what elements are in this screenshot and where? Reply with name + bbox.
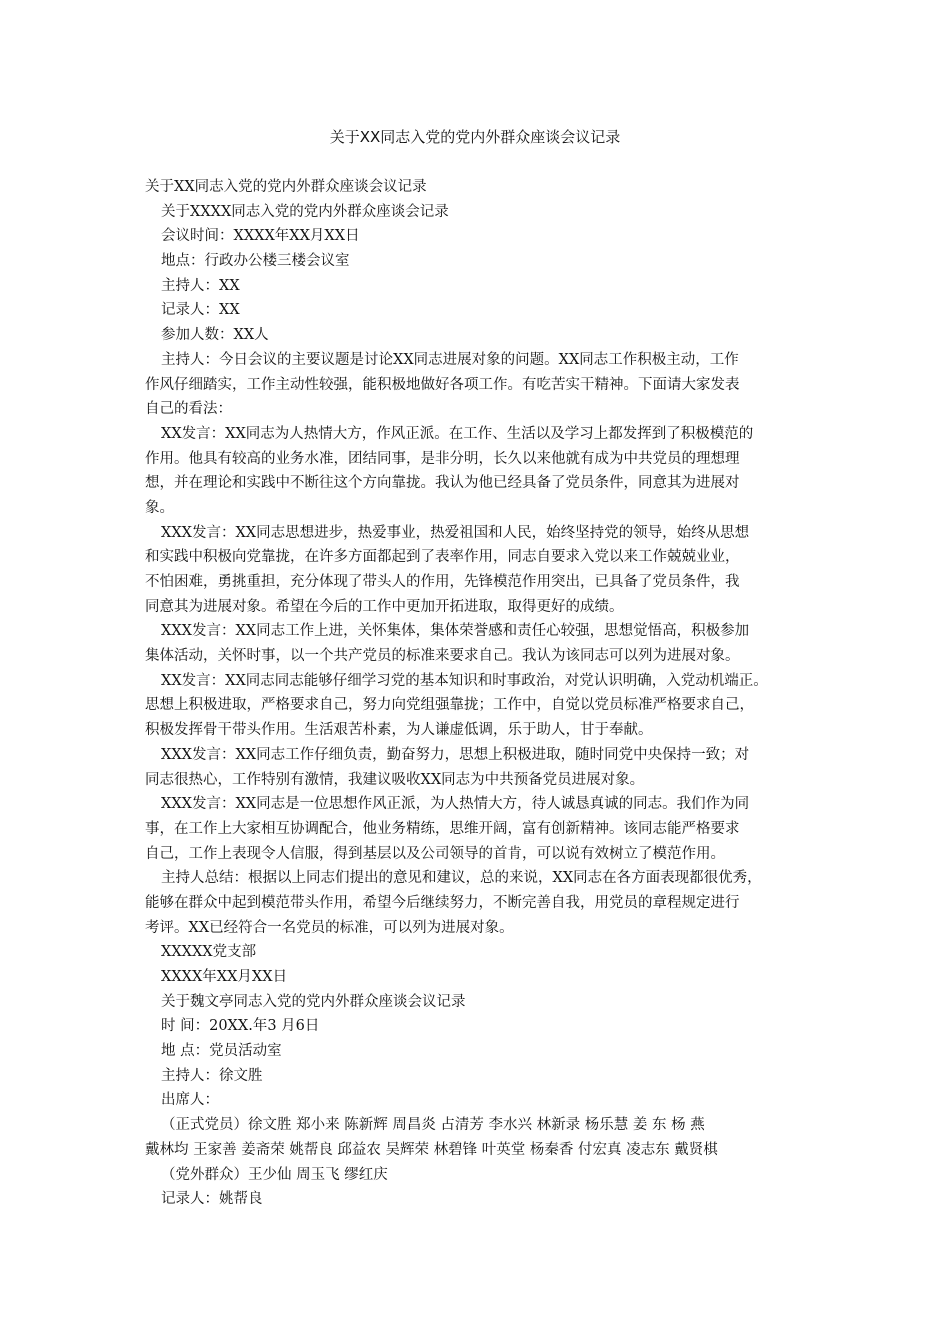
body-line: 主持人总结：根据以上同志们提出的意见和建议，总的来说，XX同志在各方面表现都很优秀， xyxy=(161,870,762,887)
body-line: XXX发言：XX同志工作仔细负责，勤奋努力，思想上积极进取，随时同党中央保持一致；对 xyxy=(161,746,750,763)
body-line: 象。 xyxy=(145,499,174,516)
body-line: 关于XX同志入党的党内外群众座谈会议记录 xyxy=(145,179,427,195)
body-line: XX发言：XX同志同志能够仔细学习党的基本知识和时事政治，对党认识明确，入党动机端正。 xyxy=(161,672,768,689)
body-line: 主持人：今日会议的主要议题是讨论XX同志进展对象的问题。XX同志工作积极主动，工作 xyxy=(161,351,739,368)
body-line: 思想上积极进取，严格要求自己，努力向党组强靠拢；工作中，自觉以党员标准严格要求自己， xyxy=(145,697,754,714)
document-body xyxy=(145,175,815,1212)
document-title: 关于XX同志入党的党内外群众座谈会议记录 xyxy=(329,128,621,146)
body-line: XXX发言：XX同志是一位思想作风正派，为人热情大方，待人诚恳真诚的同志。我们作为同 xyxy=(161,796,750,813)
body-line: XXX发言：XX同志工作上进，关怀集体，集体荣誉感和责任心较强，思想觉悟高，积极参加 xyxy=(161,623,750,640)
body-line: 戴林均 王家善 姜斋荣 姚帮良 邱益农 吴辉荣 林碧锋 叶英堂 杨秦香 付宏真 凌志东 戴贤棋 xyxy=(145,1141,718,1158)
body-line: XXXX年XX月XX日 xyxy=(161,969,288,985)
body-line: 关于XXXX同志入党的党内外群众座谈会记录 xyxy=(161,203,449,220)
body-line: 不怕困难，勇挑重担，充分体现了带头人的作用，先锋模范作用突出，已具备了党员条件，我 xyxy=(145,574,740,590)
body-line: 自己的看法： xyxy=(145,401,232,418)
body-line: 参加人数：XX人 xyxy=(161,327,269,344)
body-line: 考评。XX已经符合一名党员的标准，可以列为进展对象。 xyxy=(145,919,514,936)
body-line: （正式党员）徐文胜 郑小来 陈新辉 周昌炎 占清芳 李水兴 林新录 杨乐慧 姜 东 杨 燕 xyxy=(161,1117,705,1134)
body-line: 同意其为进展对象。希望在今后的工作中更加开拓进取，取得更好的成绩。 xyxy=(145,598,624,615)
body-line: 积极发挥骨干带头作用。生活艰苦朴素，为人谦虚低调，乐于助人，甘于奉献。 xyxy=(145,722,653,739)
body-line: 主持人：XX xyxy=(161,277,240,294)
body-line: 能够在群众中起到模范带头作用，希望今后继续努力，不断完善自我，用党员的章程规定进行 xyxy=(145,894,740,911)
body-line: XXX发言：XX同志思想进步，热爱事业，热爱祖国和人民，始终坚持党的领导，始终从思想 xyxy=(161,524,750,541)
body-line: 地 点：党员活动室 xyxy=(161,1043,282,1060)
body-line: 事，在工作上大家相互协调配合，他业务精练，思维开阔，富有创新精神。该同志能严格要求 xyxy=(145,820,740,837)
body-line: 自己，工作上表现令人信服，得到基层以及公司领导的首肯，可以说有效树立了模范作用。 xyxy=(145,845,725,862)
body-line: XX发言：XX同志为人热情大方，作风正派。在工作、生活以及学习上都发挥到了积极模范的 xyxy=(161,425,754,442)
body-line: （党外群众）王少仙 周玉飞 缪红庆 xyxy=(161,1166,388,1183)
body-line: 和实践中积极向党靠拢，在许多方面都起到了表率作用，同志自要求入党以来工作兢兢业业， xyxy=(145,549,740,566)
body-line: 主持人：徐文胜 xyxy=(161,1067,263,1084)
body-line: 想，并在理论和实践中不断往这个方向靠拢。我认为他已经具备了党员条件，同意其为进展对 xyxy=(145,475,740,492)
body-line: 地点：行政办公楼三楼会议室 xyxy=(161,253,350,270)
body-line: 出席人： xyxy=(161,1092,219,1109)
body-line: 记录人：姚帮良 xyxy=(161,1191,263,1208)
body-line: 同志很热心，工作特别有激情，我建议吸收XX同志为中共预备党员进展对象。 xyxy=(145,771,645,788)
body-line: 时 间：20XX.年3 月6日 xyxy=(161,1018,320,1035)
body-line: 作用。他具有较高的业务水准，团结同事，是非分明，长久以来他就有成为中共党员的理想理 xyxy=(145,450,740,467)
body-line: XXXXX党支部 xyxy=(161,944,257,961)
body-line: 会议时间：XXXX年XX月XX日 xyxy=(161,228,360,245)
body-line: 集体活动，关怀时事，以一个共产党员的标准来要求自己。我认为该同志可以列为进展对象。 xyxy=(145,648,740,665)
body-line: 作风仔细踏实，工作主动性较强，能积极地做好各项工作。有吃苦实干精神。下面请大家发表 xyxy=(145,376,740,393)
body-line: 记录人：XX xyxy=(161,302,240,319)
body-line: 关于魏文亭同志入党的党内外群众座谈会议记录 xyxy=(161,993,466,1010)
